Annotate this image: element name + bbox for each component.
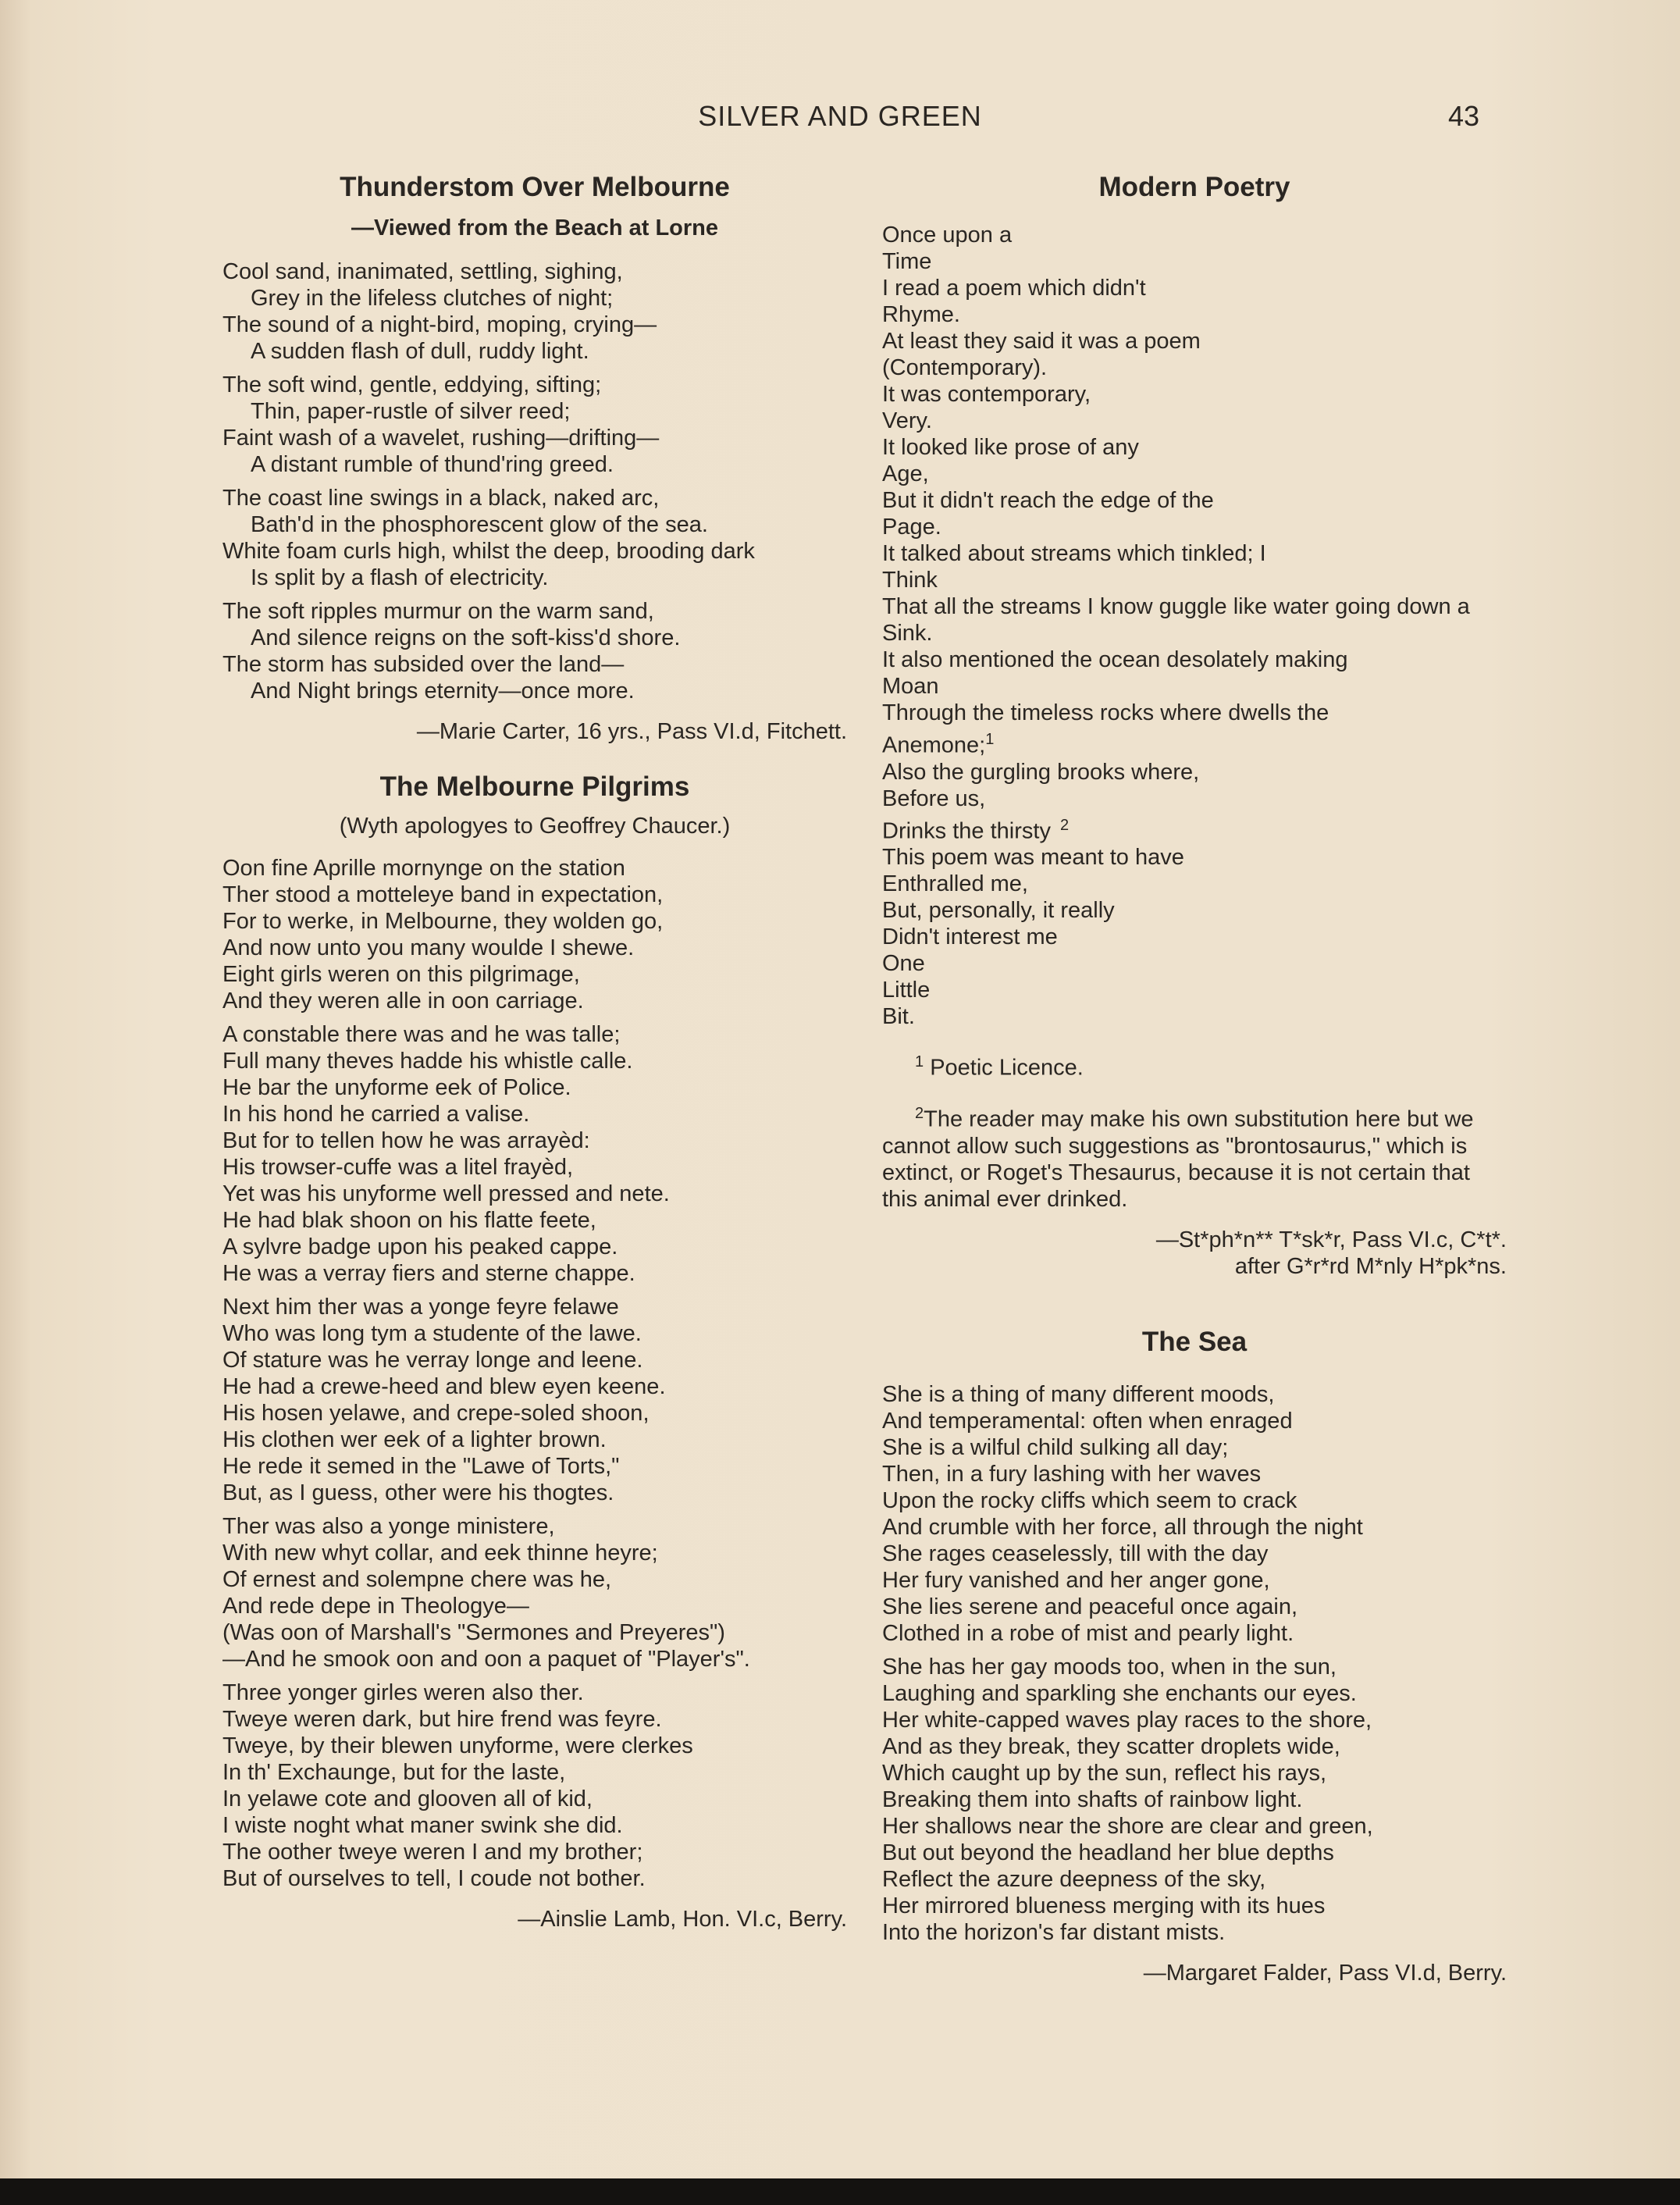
poem-line — [882, 1003, 1507, 1030]
poem-line: She lies serene and peaceful once again, — [882, 1594, 1298, 1619]
poem-line: She has her gay moods too, when in the sun, — [882, 1654, 1337, 1680]
poem-line-text: (Contemporary). — [882, 355, 1048, 380]
poem-line: He had blak shoon on his flatte feete, — [222, 1208, 596, 1233]
left-column — [222, 172, 847, 1959]
poem-line-text: Page. — [882, 515, 941, 540]
footnote-mark: 2 — [915, 1104, 924, 1122]
poem-line — [882, 673, 1507, 700]
poem-line-text: Moan — [882, 674, 939, 699]
poem-line: And they weren alle in oon carriage. — [222, 989, 584, 1013]
poem-line: Clothed in a robe of mist and pearly light. — [882, 1620, 1294, 1646]
poem-line: Ther was also a yonge ministere, — [222, 1514, 555, 1539]
poem-line — [882, 924, 1507, 950]
poem-credit: —Ainslie Lamb, Hon. VI.c, Berry. — [518, 1907, 847, 1932]
poem-line-text: Anemone; — [882, 732, 986, 758]
stanza — [222, 598, 847, 704]
poem-title: The Sea — [1141, 1326, 1248, 1357]
poem-line: Tweye weren dark, but hire frend was feyre. — [222, 1707, 662, 1732]
poem-line: A constable there was and he was talle; — [222, 1022, 621, 1047]
poem-credit: —Margaret Falder, Pass VI.d, Berry. — [1143, 1960, 1507, 1986]
poem-line: The soft wind, gentle, eddying, sifting; — [222, 372, 602, 397]
poem-line: And crumble with her force, all through the night — [882, 1514, 1363, 1540]
poem-line: Eight girls weren on this pilgrimage, — [222, 962, 580, 987]
poem-line: Tweye, by their blewen unyforme, were clerkes — [222, 1733, 693, 1758]
poem-line-text: Think — [882, 568, 938, 593]
poem-line: Her white-capped waves play races to the shore, — [882, 1707, 1372, 1733]
poem-line: And now unto you many woulde I shewe. — [222, 935, 635, 960]
poem-credit: —Marie Carter, 16 yrs., Pass VI.d, Fitchett. — [416, 719, 847, 744]
poem-line — [882, 812, 1507, 845]
poem-line — [882, 620, 1507, 647]
poem-line: Which caught up by the sun, reflect his rays, — [882, 1760, 1326, 1786]
poem-line-text: Through the timeless rocks where dwells the — [882, 700, 1329, 725]
poem-line — [882, 950, 1507, 977]
stanza — [222, 372, 847, 478]
poem-line — [882, 897, 1507, 924]
stanza — [222, 1294, 847, 1506]
poem-line: A distant rumble of thund'ring greed. — [251, 452, 614, 477]
poem-line: Of ernest and solempne chere was he, — [222, 1567, 612, 1592]
poem-body — [882, 1381, 1507, 1946]
poem-line: Thin, paper-rustle of silver reed; — [251, 399, 571, 424]
poem-line: He rede it semed in the "Lawe of Torts," — [222, 1454, 620, 1479]
poem-line: Faint wash of a wavelet, rushing—drifting— — [222, 426, 660, 451]
poem-line: In his hond he carried a valise. — [222, 1102, 530, 1127]
poem-line: Into the horizon's far distant mists. — [882, 1919, 1226, 1945]
poem-line — [882, 487, 1507, 514]
poem-line-text: Little — [882, 978, 931, 1003]
poem-line-text: Sink. — [882, 621, 933, 646]
page-number: 43 — [1448, 100, 1480, 132]
poem-line: And Night brings eternity—once more. — [251, 679, 635, 704]
poem-line: But out beyond the headland her blue depths — [882, 1840, 1334, 1865]
poem-line: A sudden flash of dull, ruddy light. — [251, 339, 589, 364]
poem-line: Oon fine Aprille mornynge on the station — [222, 856, 625, 881]
running-head: SILVER AND GREEN — [698, 100, 982, 132]
right-column — [882, 172, 1507, 2013]
poem-line-text: But, personally, it really — [882, 898, 1115, 924]
poem-line: With new whyt collar, and eek thinne heyre; — [222, 1541, 658, 1566]
stanza — [222, 485, 847, 591]
poem-line: Ther stood a motteleye band in expectation, — [222, 882, 664, 907]
poem-line: White foam curls high, whilst the deep, brooding dark — [222, 539, 755, 564]
poem-line-text: Enthralled me, — [882, 871, 1028, 897]
poem-line: His clothen wer eek of a lighter brown. — [222, 1427, 607, 1452]
poem-line — [882, 593, 1507, 620]
poem-line-text: Very. — [882, 408, 932, 433]
poem-line — [882, 461, 1507, 487]
scan-edge — [0, 2178, 1680, 2205]
poem-line: Breaking them into shafts of rainbow light. — [882, 1786, 1303, 1812]
poem-title: The Melbourne Pilgrims — [379, 771, 690, 802]
poem-line — [882, 647, 1507, 673]
poem-title: Modern Poetry — [1098, 172, 1290, 202]
poem-line-text: One — [882, 951, 925, 977]
poem-line: Bath'd in the phosphorescent glow of the sea. — [251, 512, 708, 537]
poem-line — [882, 844, 1507, 871]
poem-subtitle: —Viewed from the Beach at Lorne — [351, 216, 719, 240]
poem-line: And temperamental: often when enraged — [882, 1408, 1293, 1434]
stanza — [222, 1021, 847, 1287]
poem-line — [882, 700, 1507, 726]
stanza — [882, 1654, 1507, 1946]
stanza — [222, 258, 847, 365]
footnote-mark: 1 — [985, 731, 995, 748]
poem-credit: after G*r*rd M*nly H*pk*ns. — [1234, 1253, 1507, 1279]
poem-line: Who was long tym a studente of the lawe. — [222, 1321, 642, 1346]
poem-line: But of ourselves to tell, I coude not bother. — [222, 1866, 646, 1891]
poem-line-text: Drinks the thirsty — [882, 818, 1051, 844]
poem-line: The oother tweye weren I and my brother; — [222, 1840, 643, 1865]
stanza — [222, 1513, 847, 1672]
poem-line: Is split by a flash of electricity. — [251, 565, 549, 590]
poem-line: Three yonger girles weren also ther. — [222, 1680, 584, 1705]
poem-line: In th' Exchaunge, but for the laste, — [222, 1760, 566, 1785]
poem-line: Then, in a fury lashing with her waves — [882, 1461, 1262, 1487]
poem-line: His trowser-cuffe was a litel frayèd, — [222, 1155, 574, 1180]
poem-line — [882, 871, 1507, 897]
poem-line: For to werke, in Melbourne, they wolden go, — [222, 909, 664, 934]
poem-line: Of stature was he verray longe and leene. — [222, 1348, 643, 1373]
poem-line-text: But it didn't reach the edge of the — [882, 488, 1214, 513]
poem-line-text: It talked about streams which tinkled; I — [882, 541, 1266, 566]
poem-line-text: I read a poem which didn't — [882, 276, 1146, 301]
poem-line — [882, 977, 1507, 1003]
poem-line: And rede depe in Theologye— — [222, 1594, 529, 1619]
poem-line: Upon the rocky cliffs which seem to crack — [882, 1487, 1297, 1513]
poem-line — [882, 785, 1507, 812]
poem-line-text: Time — [882, 249, 932, 274]
poem-line: Her shallows near the shore are clear and green, — [882, 1813, 1373, 1839]
stanza — [222, 855, 847, 1014]
stanza — [882, 1381, 1507, 1647]
poem-line-text: Bit. — [882, 1004, 915, 1030]
poem-line: Full many theves hadde his whistle calle. — [222, 1049, 633, 1074]
poem-line — [882, 726, 1507, 759]
poem-line: Cool sand, inanimated, settling, sighing, — [222, 259, 623, 284]
poem-line: Next him ther was a yonge feyre felawe — [222, 1295, 619, 1320]
poem-body — [882, 222, 1507, 1030]
poem-credit: —St*ph*n** T*sk*r, Pass VI.c, C*t*. — [1155, 1227, 1507, 1252]
poem-line: His hosen yelawe, and crepe-soled shoon, — [222, 1401, 650, 1426]
poem-line: Yet was his unyforme well pressed and nete. — [222, 1181, 670, 1206]
poem-line — [882, 301, 1507, 328]
footnote-mark: 1 — [915, 1053, 924, 1071]
poem-line: Her mirrored blueness merging with its hues — [882, 1893, 1326, 1918]
poem-line: But for to tellen how he was arrayèd: — [222, 1128, 590, 1153]
footnote-text: The reader may make his own substitution here but we cannot allow such suggestions as "brontosaurus," which is extinct, or Roget's Thesaurus, because it is not certain that this animal ever drinked. — [882, 1106, 1474, 1212]
poem-note: (Wyth apologyes to Geoffrey Chaucer.) — [339, 814, 731, 839]
poem-line-text: It also mentioned the ocean desolately making — [882, 647, 1348, 672]
poem-line-text: Didn't interest me — [882, 924, 1058, 950]
poem-line-text: Rhyme. — [882, 302, 960, 327]
poem-line — [882, 354, 1507, 381]
poem-line — [882, 514, 1507, 540]
poem-line: She is a wilful child sulking all day; — [882, 1434, 1229, 1460]
poem-body — [222, 855, 847, 1892]
poem-line — [882, 434, 1507, 461]
poem-line: —And he smook oon and oon a paquet of "Player's". — [222, 1647, 750, 1672]
poem-line — [882, 381, 1507, 408]
poem-line-text: Before us, — [882, 785, 986, 811]
poem-line-text: Age, — [882, 461, 929, 486]
poem-line: I wiste noght what maner swink she did. — [222, 1813, 623, 1838]
poem-line — [882, 275, 1507, 301]
poem-line: She is a thing of many different moods, — [882, 1381, 1275, 1407]
footnote-text: Poetic Licence. — [930, 1055, 1084, 1081]
poem-line: He bar the unyforme eek of Police. — [222, 1075, 571, 1100]
poem-line-text: This poem was meant to have — [882, 845, 1184, 871]
poem-line: Grey in the lifeless clutches of night; — [251, 286, 614, 311]
poem-line: And silence reigns on the soft-kiss'd shore. — [251, 625, 681, 650]
poem-line — [882, 408, 1507, 434]
poem-line — [882, 759, 1507, 785]
poem-line: Laughing and sparkling she enchants our eyes. — [882, 1680, 1357, 1706]
poem-line — [882, 248, 1507, 275]
poem-title: Thunderstom Over Melbourne — [340, 172, 730, 202]
poem-line-text: It looked like prose of any — [882, 435, 1139, 460]
poem-line: The coast line swings in a black, naked arc, — [222, 486, 660, 511]
footnote — [882, 1049, 1507, 1081]
poem-line-text: It was contemporary, — [882, 382, 1091, 407]
poem-body — [222, 258, 847, 704]
poem-line — [882, 540, 1507, 567]
poem-line-text: Once upon a — [882, 223, 1013, 248]
poem-line — [882, 222, 1507, 248]
poem-line: The soft ripples murmur on the warm sand, — [222, 599, 654, 624]
poem-line: But, as I guess, other were his thogtes. — [222, 1480, 614, 1505]
poem-line: The storm has subsided over the land— — [222, 652, 625, 677]
footnote — [882, 1100, 1507, 1213]
poem-line — [882, 567, 1507, 593]
poem-line: Her fury vanished and her anger gone, — [882, 1567, 1270, 1593]
poem-line-text: Also the gurgling brooks where, — [882, 759, 1200, 785]
footnote-mark: 2 — [1059, 816, 1070, 834]
poem-line-text: That all the streams I know guggle like water going down a — [882, 594, 1470, 619]
poem-line: She rages ceaselessly, till with the day — [882, 1541, 1269, 1566]
poem-line: (Was oon of Marshall's "Sermones and Preyeres") — [222, 1620, 725, 1645]
poem-line: Reflect the azure deepness of the sky, — [882, 1866, 1266, 1892]
poem-line: The sound of a night-bird, moping, crying— — [222, 312, 657, 337]
poem-line: And as they break, they scatter droplets wide, — [882, 1733, 1340, 1759]
stanza — [222, 1680, 847, 1892]
poem-line-text: At least they said it was a poem — [882, 329, 1201, 354]
poem-line: He had a crewe-heed and blew eyen keene. — [222, 1374, 666, 1399]
poem-line: A sylvre badge upon his peaked cappe. — [222, 1234, 618, 1259]
poem-line: He was a verray fiers and sterne chappe. — [222, 1261, 635, 1286]
poem-line — [882, 328, 1507, 354]
poem-line: In yelawe cote and glooven all of kid, — [222, 1786, 593, 1811]
